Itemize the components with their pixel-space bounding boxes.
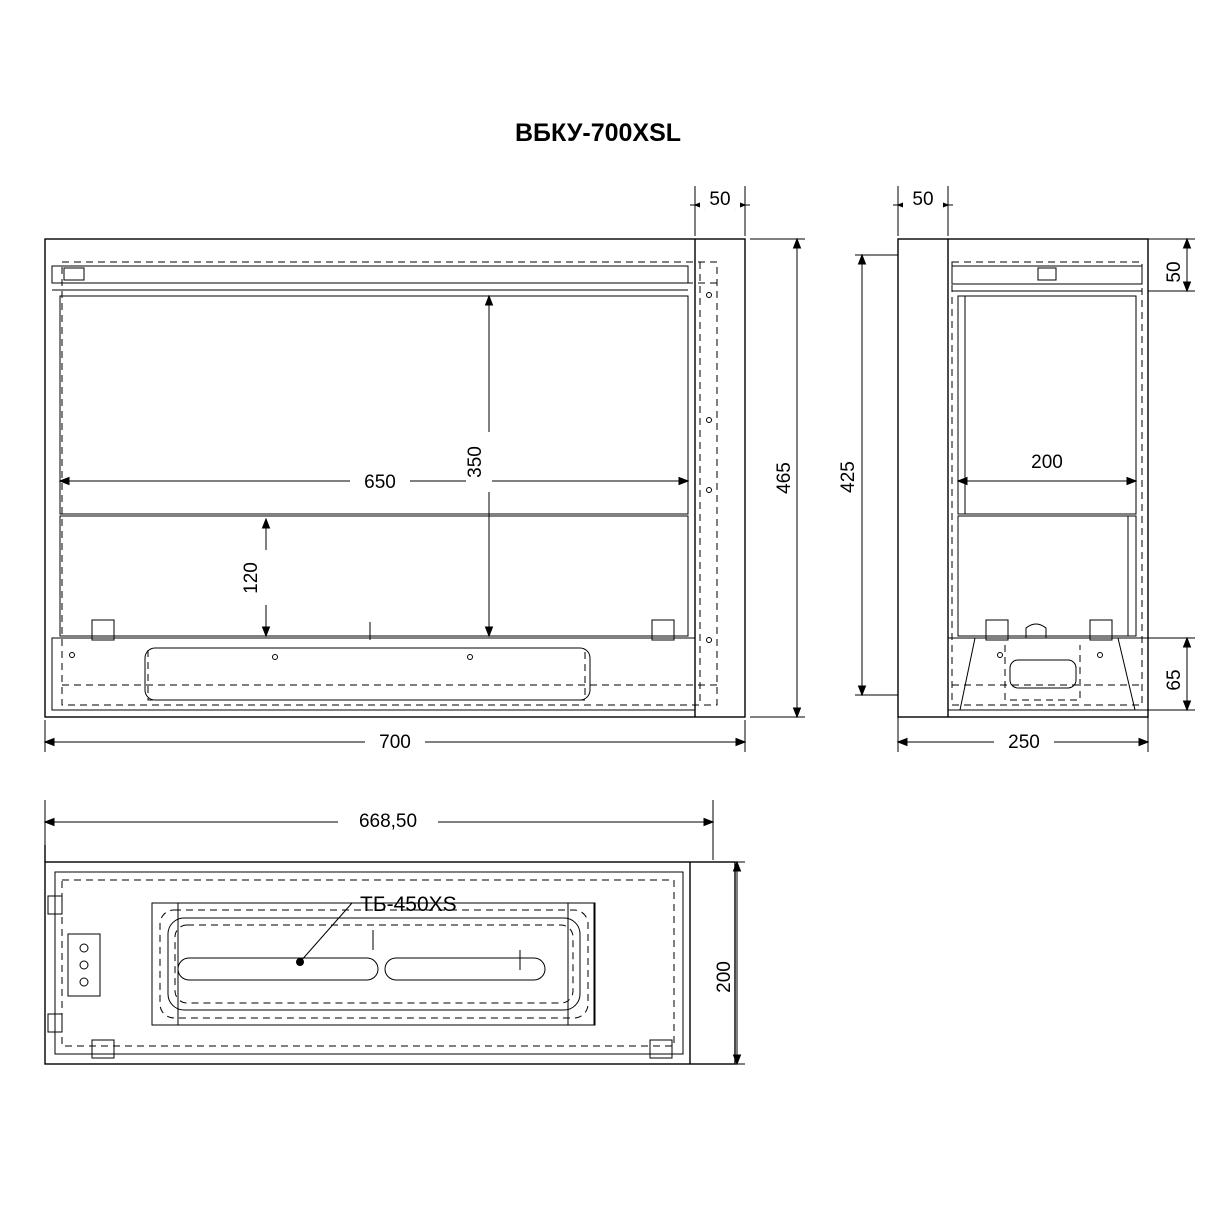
top-view	[45, 845, 735, 1064]
dim-side-top-band: 50	[1164, 261, 1185, 283]
dim-side-height: 425	[838, 461, 859, 493]
front-view-dimensions	[45, 186, 805, 752]
dim-top-depth: 200	[714, 961, 735, 993]
dim-front-top-offset: 50	[709, 189, 731, 210]
dim-side-inner-depth: 200	[1031, 452, 1063, 473]
top-view-dimensions	[45, 800, 745, 1064]
front-view-dimension-labels	[241, 187, 795, 753]
dim-front-inner-height: 350	[465, 446, 486, 478]
side-view-dimension-labels	[838, 187, 1185, 753]
dim-front-width: 700	[379, 732, 411, 753]
dim-front-inner-width: 650	[364, 472, 396, 493]
dim-side-depth: 250	[1008, 732, 1040, 753]
dim-side-bottom-height: 65	[1164, 669, 1185, 691]
page-title: ВБКУ-700XSL	[514, 119, 682, 147]
dim-side-top-offset: 50	[912, 189, 934, 210]
dim-top-width: 668,50	[358, 811, 418, 832]
top-view-dimension-labels	[338, 810, 735, 993]
dim-front-height: 465	[774, 462, 795, 494]
part-callout-label: ТБ-450XS	[360, 893, 457, 916]
dim-front-lower-height: 120	[241, 562, 262, 594]
side-view	[898, 239, 1148, 717]
